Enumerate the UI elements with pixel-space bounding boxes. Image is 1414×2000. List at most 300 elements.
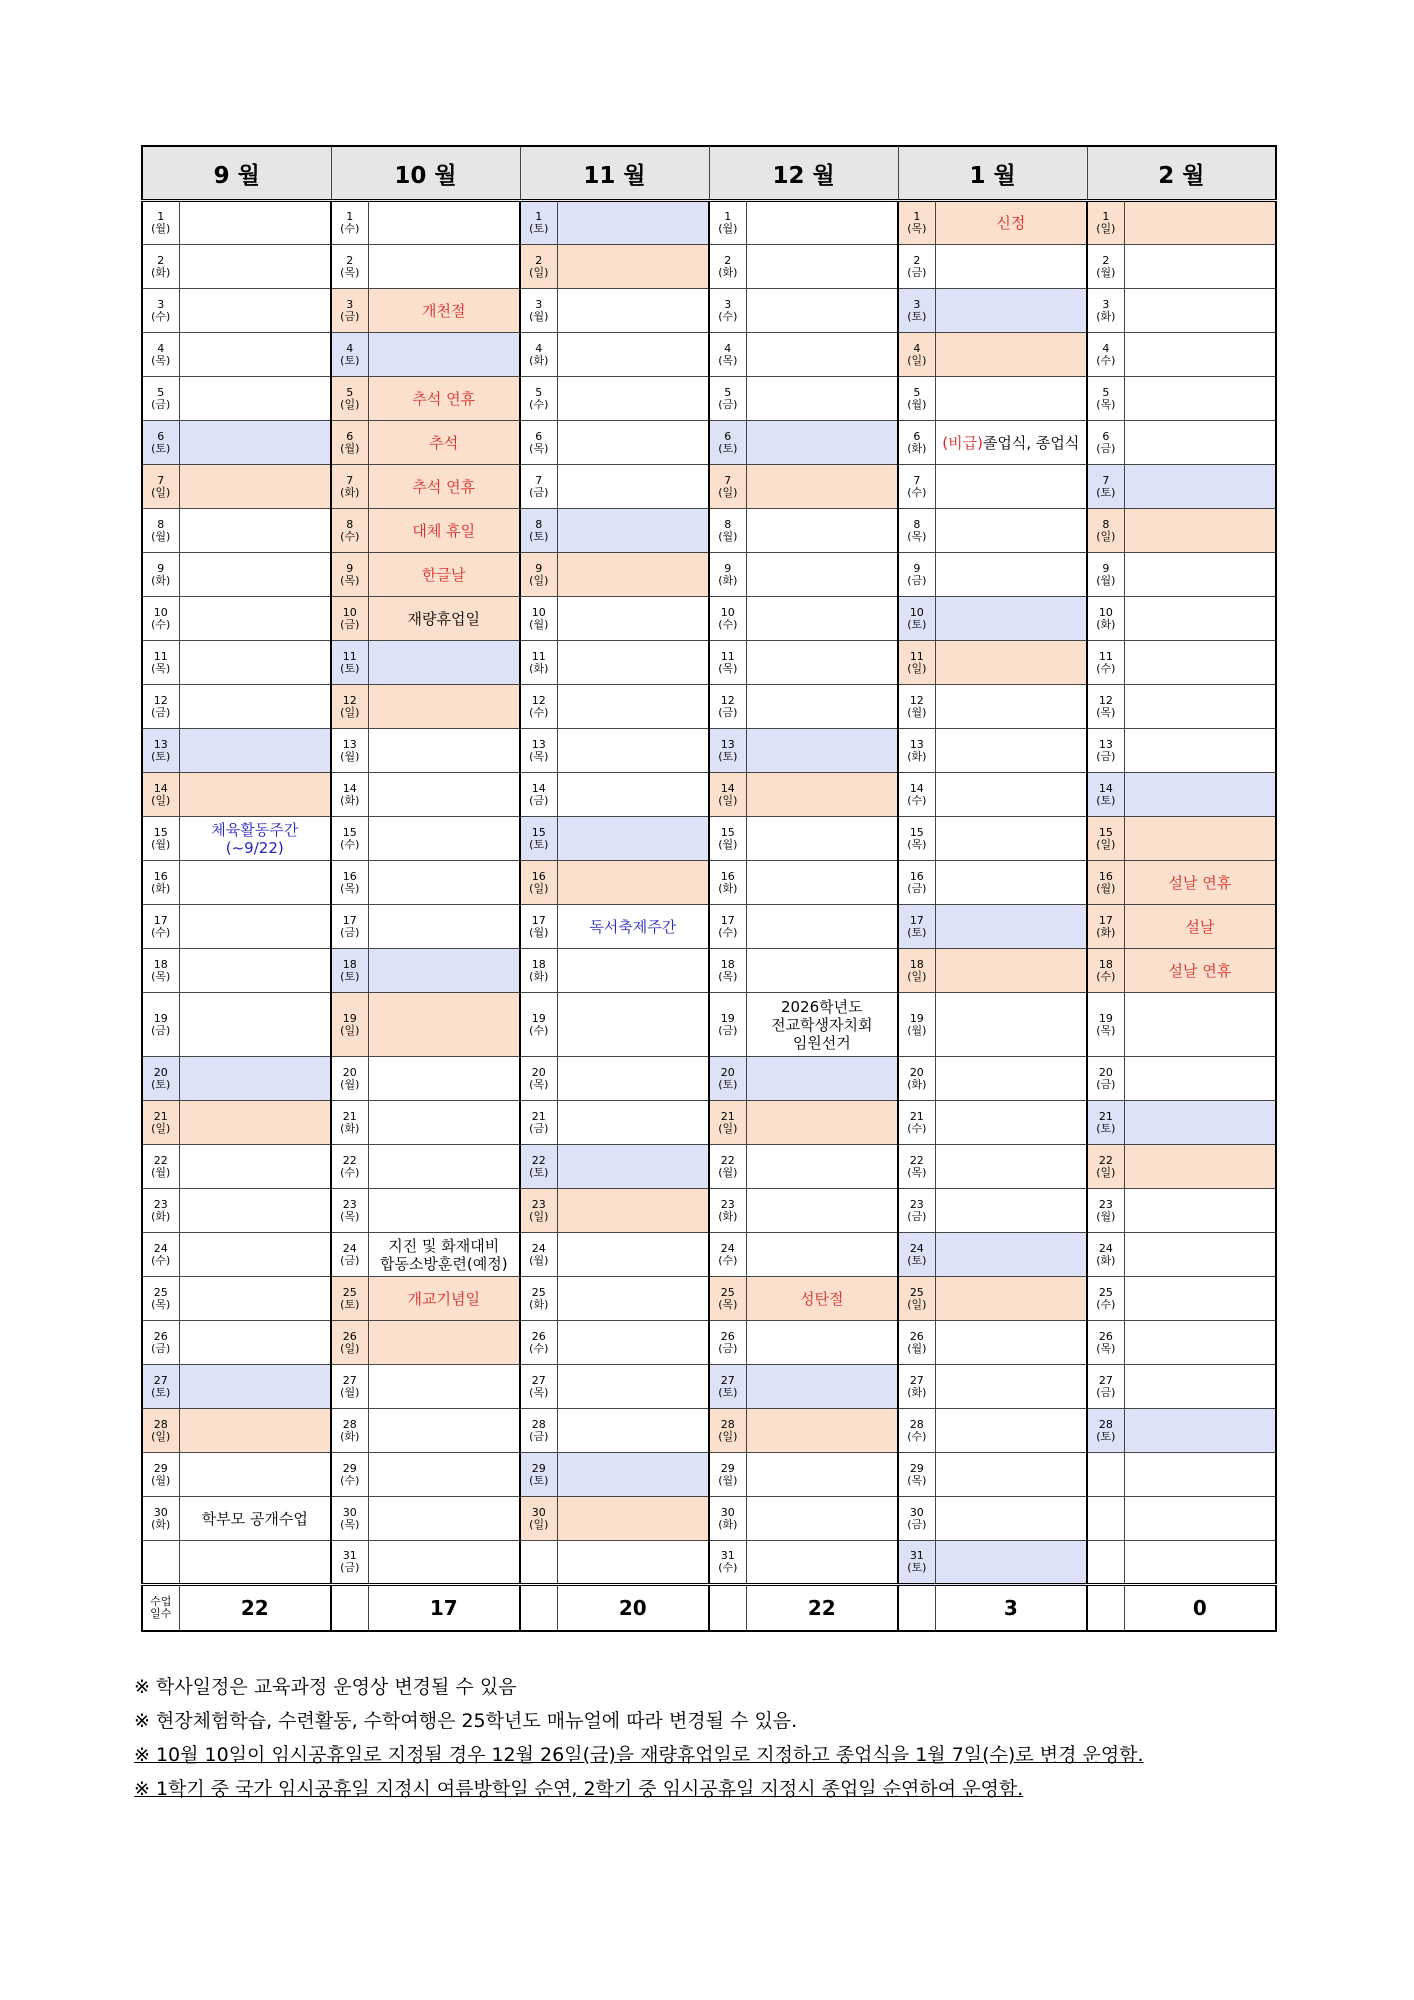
day-number: 28 [720, 1417, 735, 1431]
event-cell [746, 1145, 898, 1189]
weekday: (목) [907, 1473, 927, 1487]
event-cell [368, 1541, 520, 1585]
day-number: 19 [342, 1011, 357, 1025]
weekday: (월) [340, 749, 360, 763]
event-cell [1124, 597, 1276, 641]
day-number: 1 [346, 210, 354, 223]
day-number-cell [709, 333, 746, 377]
day-number-cell [1087, 289, 1124, 333]
day-number-cell [331, 289, 368, 333]
event-text: 개교기념일 [407, 1289, 480, 1308]
day-row [142, 201, 1276, 245]
event-cell [179, 949, 331, 993]
day-number: 31 [342, 1549, 357, 1562]
event-cell [1124, 729, 1276, 773]
event-cell [368, 553, 520, 597]
weekday: (수) [151, 617, 171, 631]
day-number: 10 [531, 605, 546, 619]
day-number-cell [1087, 1321, 1124, 1365]
weekday: (화) [718, 265, 738, 279]
event-cell [557, 1409, 709, 1453]
day-number: 16 [720, 869, 735, 883]
day-number-cell [331, 1365, 368, 1409]
event-cell [368, 861, 520, 905]
day-number: 21 [1098, 1109, 1113, 1123]
event-cell [1124, 1233, 1276, 1277]
weekday: (화) [340, 1121, 360, 1135]
day-number-cell [709, 1541, 746, 1585]
weekday: (토) [340, 353, 360, 367]
weekday: (목) [718, 661, 738, 675]
day-number: 13 [531, 737, 546, 751]
event-cell [557, 817, 709, 861]
weekday: (화) [1096, 925, 1116, 939]
weekday: (일) [340, 397, 360, 411]
weekday: (월) [1096, 573, 1116, 587]
weekday: (토) [1096, 485, 1116, 499]
day-number-cell [331, 553, 368, 597]
day-number: 24 [531, 1241, 546, 1255]
day-number: 11 [1098, 649, 1113, 663]
weekday: (일) [907, 969, 927, 983]
class-days-total: 17 [368, 1585, 520, 1632]
weekday: (일) [1096, 222, 1116, 235]
day-row [142, 729, 1276, 773]
day-number: 11 [153, 649, 168, 663]
day-number-cell [1087, 509, 1124, 553]
day-number: 21 [720, 1109, 735, 1123]
event-cell [1124, 1409, 1276, 1453]
event-cell [746, 1321, 898, 1365]
day-number-cell [1087, 729, 1124, 773]
event-cell [746, 245, 898, 289]
weekday: (화) [907, 749, 927, 763]
weekday: (수) [340, 1473, 360, 1487]
weekday: (수) [340, 837, 360, 851]
day-number-cell [331, 905, 368, 949]
day-number: 1 [913, 210, 921, 223]
day-number: 30 [531, 1505, 546, 1519]
day-number: 17 [1098, 913, 1113, 927]
day-number-cell [709, 1101, 746, 1145]
day-number-cell [709, 1497, 746, 1541]
day-number-cell [709, 377, 746, 421]
day-number: 24 [153, 1241, 168, 1255]
day-number: 2 [535, 253, 543, 267]
event-cell [557, 1189, 709, 1233]
day-number: 10 [153, 605, 168, 619]
day-number: 1 [535, 210, 543, 223]
weekday: (수) [529, 397, 549, 411]
event-cell [557, 421, 709, 465]
day-number-cell [142, 201, 179, 245]
day-number-cell [142, 421, 179, 465]
event-cell [1124, 905, 1276, 949]
day-number-cell [331, 817, 368, 861]
event-cell [557, 509, 709, 553]
day-number-cell [520, 201, 557, 245]
day-number: 28 [153, 1417, 168, 1431]
event-cell [557, 1233, 709, 1277]
day-number: 7 [724, 473, 732, 487]
day-number: 23 [909, 1197, 924, 1211]
weekday: (일) [529, 573, 549, 587]
day-number: 12 [153, 693, 168, 707]
day-row [142, 377, 1276, 421]
day-number: 6 [913, 429, 921, 443]
day-number: 14 [342, 781, 357, 795]
day-number: 15 [342, 825, 357, 839]
day-number: 25 [153, 1285, 168, 1299]
day-number-cell [331, 1277, 368, 1321]
day-number-cell [520, 1277, 557, 1321]
day-number: 4 [346, 341, 354, 355]
event-text: 개천절 [422, 301, 466, 320]
event-cell [557, 245, 709, 289]
day-number-cell [520, 245, 557, 289]
weekday: (월) [1096, 1209, 1116, 1223]
event-cell [1124, 1497, 1276, 1541]
day-number-cell [1087, 1145, 1124, 1189]
event-cell [179, 1541, 331, 1585]
day-number-cell [1087, 905, 1124, 949]
day-number: 25 [720, 1285, 735, 1299]
weekday: (수) [340, 222, 360, 235]
day-number: 13 [909, 737, 924, 751]
day-number: 2 [157, 253, 165, 267]
day-number: 15 [1098, 825, 1113, 839]
weekday: (일) [529, 1209, 549, 1223]
weekday: (금) [1096, 749, 1116, 763]
day-number-cell [520, 905, 557, 949]
day-row [142, 861, 1276, 905]
day-number-cell [1087, 1365, 1124, 1409]
day-number: 12 [720, 693, 735, 707]
event-cell [179, 1233, 331, 1277]
day-number-cell [520, 1497, 557, 1541]
day-number: 21 [909, 1109, 924, 1123]
event-cell [557, 685, 709, 729]
day-number-cell [520, 993, 557, 1057]
day-number: 19 [153, 1011, 168, 1025]
weekday: (목) [340, 1517, 360, 1531]
day-number-cell [520, 817, 557, 861]
day-number: 2 [913, 253, 921, 267]
weekday: (수) [907, 793, 927, 807]
weekday: (화) [1096, 309, 1116, 323]
day-number-cell [709, 1145, 746, 1189]
day-number-cell [142, 993, 179, 1057]
event-text: 2026학년도 [780, 997, 863, 1016]
day-number: 26 [531, 1329, 546, 1343]
class-days-label [331, 1585, 368, 1632]
day-number-cell [1087, 245, 1124, 289]
event-cell [557, 949, 709, 993]
weekday: (목) [340, 265, 360, 279]
day-number: 9 [535, 561, 543, 575]
day-number: 23 [1098, 1197, 1113, 1211]
day-number: 29 [909, 1461, 924, 1475]
day-number: 12 [909, 693, 924, 707]
weekday: (월) [151, 222, 171, 235]
day-number-cell [898, 685, 935, 729]
weekday: (목) [1096, 705, 1116, 719]
day-number: 7 [157, 473, 165, 487]
class-days-label [709, 1585, 746, 1632]
weekday: (목) [907, 529, 927, 543]
day-number-cell [1087, 949, 1124, 993]
day-number-cell [142, 641, 179, 685]
day-number: 12 [531, 693, 546, 707]
day-number-cell [709, 289, 746, 333]
day-number-cell [898, 1189, 935, 1233]
event-text: 대체 휴일 [412, 521, 476, 540]
day-number: 19 [1098, 1011, 1113, 1025]
day-row [142, 465, 1276, 509]
day-number-cell [898, 817, 935, 861]
class-days-label [520, 1585, 557, 1632]
day-number-cell [709, 641, 746, 685]
day-number: 24 [720, 1241, 735, 1255]
day-number: 22 [342, 1153, 357, 1167]
event-cell [179, 1145, 331, 1189]
day-number-cell [142, 1189, 179, 1233]
event-cell [746, 1101, 898, 1145]
weekday: (목) [907, 837, 927, 851]
event-cell [935, 421, 1087, 465]
day-number-cell [520, 1409, 557, 1453]
event-text: 재량휴업일 [407, 609, 480, 628]
weekday: (금) [907, 1209, 927, 1223]
event-cell [557, 289, 709, 333]
day-number-cell [520, 509, 557, 553]
weekday: (토) [907, 617, 927, 631]
day-number-cell [331, 1497, 368, 1541]
day-number-cell [1087, 1277, 1124, 1321]
weekday: (목) [529, 1077, 549, 1091]
event-cell [557, 1541, 709, 1585]
weekday: (일) [718, 485, 738, 499]
weekday: (수) [151, 925, 171, 939]
day-number: 9 [1102, 561, 1110, 575]
weekday: (수) [907, 1121, 927, 1135]
day-number: 17 [720, 913, 735, 927]
event-cell [368, 1453, 520, 1497]
day-number-cell [709, 553, 746, 597]
day-number-cell [1087, 553, 1124, 597]
event-cell [368, 201, 520, 245]
day-number-cell [898, 333, 935, 377]
event-cell [746, 1541, 898, 1585]
day-number-cell [1087, 817, 1124, 861]
event-cell [368, 1101, 520, 1145]
event-cell [746, 641, 898, 685]
event-cell [935, 333, 1087, 377]
day-number-cell [1087, 1453, 1124, 1497]
event-text: 설날 연휴 [1168, 961, 1232, 980]
event-cell [179, 729, 331, 773]
weekday: (금) [718, 1341, 738, 1355]
event-cell [935, 1365, 1087, 1409]
weekday: (토) [151, 441, 171, 455]
day-number-cell [1087, 201, 1124, 245]
weekday: (금) [1096, 441, 1116, 455]
weekday: (토) [340, 1297, 360, 1311]
weekday: (금) [907, 573, 927, 587]
day-number: 8 [535, 517, 543, 531]
day-number-cell [709, 685, 746, 729]
day-number-cell [898, 289, 935, 333]
weekday: (수) [529, 705, 549, 719]
weekday: (일) [718, 1121, 738, 1135]
day-number-cell [520, 377, 557, 421]
day-number-cell [898, 1101, 935, 1145]
event-cell [557, 1453, 709, 1497]
weekday: (수) [529, 1023, 549, 1037]
day-number: 15 [720, 825, 735, 839]
day-number: 6 [535, 429, 543, 443]
event-cell [179, 289, 331, 333]
day-number-cell [1087, 1101, 1124, 1145]
day-number: 25 [1098, 1285, 1113, 1299]
weekday: (수) [151, 1253, 171, 1267]
event-cell [1124, 773, 1276, 817]
day-number: 20 [153, 1065, 168, 1079]
event-cell [179, 1497, 331, 1541]
weekday: (월) [151, 1165, 171, 1179]
day-number: 16 [909, 869, 924, 883]
day-number: 26 [342, 1329, 357, 1343]
event-cell [935, 1541, 1087, 1585]
event-cell [179, 1277, 331, 1321]
day-number-cell [898, 1453, 935, 1497]
day-number-cell [331, 729, 368, 773]
event-cell [1124, 1189, 1276, 1233]
day-number: 7 [913, 473, 921, 487]
weekday: (일) [1096, 1165, 1116, 1179]
day-number-cell [898, 1057, 935, 1101]
day-number-cell [898, 993, 935, 1057]
event-cell [1124, 1057, 1276, 1101]
day-row [142, 509, 1276, 553]
day-number-cell [898, 509, 935, 553]
weekday: (일) [151, 485, 171, 499]
day-number: 28 [1098, 1417, 1113, 1431]
day-number-cell [331, 773, 368, 817]
day-number-cell [709, 1189, 746, 1233]
day-number: 15 [531, 825, 546, 839]
day-number-cell [520, 597, 557, 641]
event-cell [557, 1057, 709, 1101]
weekday: (토) [907, 1561, 927, 1574]
weekday: (금) [340, 925, 360, 939]
day-number-cell [142, 245, 179, 289]
weekday: (토) [529, 222, 549, 235]
weekday: (월) [151, 529, 171, 543]
class-days-total: 20 [557, 1585, 709, 1632]
day-number: 19 [531, 1011, 546, 1025]
day-number: 26 [153, 1329, 168, 1343]
weekday: (일) [151, 1121, 171, 1135]
day-number: 20 [342, 1065, 357, 1079]
event-text: 설날 연휴 [1168, 873, 1232, 892]
event-cell [746, 773, 898, 817]
weekday: (일) [907, 353, 927, 367]
event-cell [179, 817, 331, 861]
event-cell [179, 993, 331, 1057]
day-number: 28 [909, 1417, 924, 1431]
day-row [142, 1101, 1276, 1145]
day-number: 19 [720, 1011, 735, 1025]
weekday: (금) [907, 265, 927, 279]
weekday: (목) [1096, 1341, 1116, 1355]
event-cell [179, 1409, 331, 1453]
event-cell [935, 1453, 1087, 1497]
event-text: (~9/22) [225, 838, 284, 857]
event-cell [746, 905, 898, 949]
day-number: 17 [153, 913, 168, 927]
weekday: (토) [529, 1473, 549, 1487]
day-number: 14 [720, 781, 735, 795]
day-number: 17 [909, 913, 924, 927]
weekday: (일) [340, 705, 360, 719]
weekday: (금) [718, 705, 738, 719]
day-number: 19 [909, 1011, 924, 1025]
event-cell [746, 1365, 898, 1409]
event-cell [557, 993, 709, 1057]
event-cell [1124, 245, 1276, 289]
day-number-cell [709, 509, 746, 553]
day-number-cell [142, 597, 179, 641]
event-cell [1124, 465, 1276, 509]
event-cell [935, 1101, 1087, 1145]
event-cell [368, 333, 520, 377]
day-number-cell [1087, 1189, 1124, 1233]
day-number-cell [520, 685, 557, 729]
day-number-cell [142, 1365, 179, 1409]
day-number-cell [142, 1409, 179, 1453]
event-cell [935, 1277, 1087, 1321]
weekday: (일) [529, 265, 549, 279]
day-number-cell [709, 1365, 746, 1409]
event-cell [1124, 553, 1276, 597]
day-number-cell [331, 1189, 368, 1233]
weekday: (일) [907, 1297, 927, 1311]
weekday: (화) [340, 793, 360, 807]
event-cell [935, 597, 1087, 641]
month-header: 9 월 [142, 146, 331, 201]
event-cell [746, 421, 898, 465]
weekday: (목) [718, 353, 738, 367]
day-number-cell [1087, 597, 1124, 641]
day-number-cell [898, 1233, 935, 1277]
event-cell [1124, 1453, 1276, 1497]
weekday: (수) [718, 309, 738, 323]
event-cell [368, 465, 520, 509]
weekday: (화) [151, 1517, 171, 1531]
weekday: (금) [151, 1023, 171, 1037]
weekday: (월) [907, 397, 927, 411]
day-row [142, 289, 1276, 333]
weekday: (화) [907, 441, 927, 455]
weekday: (금) [340, 1253, 360, 1267]
event-cell [1124, 201, 1276, 245]
weekday: (토) [151, 1385, 171, 1399]
event-cell [935, 201, 1087, 245]
day-number-cell [331, 1057, 368, 1101]
event-text: 신정 [996, 214, 1026, 232]
day-number: 31 [720, 1549, 735, 1562]
